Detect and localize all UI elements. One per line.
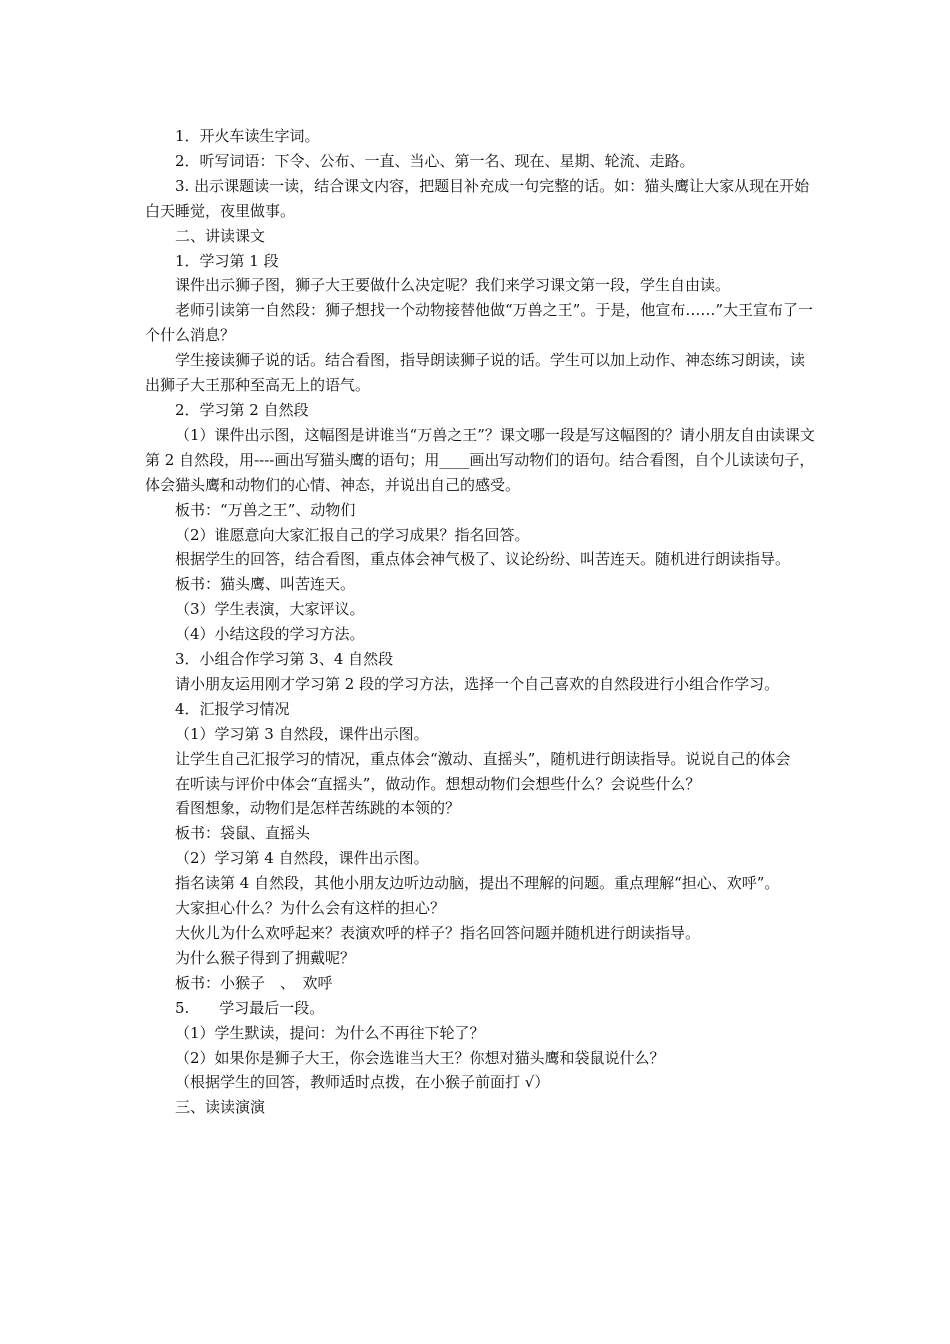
paragraph: 看图想象，动物们是怎样苦练跳的本领的？ (175, 799, 461, 818)
paragraph: 3. 出示课题读一读，结合课文内容，把题目补充成一句完整的话。如：猫头鹰让大家从现在开始白天睡觉，夜里做事。 (145, 176, 810, 220)
board-note: 板书：袋鼠、直摇头 (175, 824, 311, 843)
paragraph: （根据学生的回答，教师适时点拨，在小猴子前面打 √） (175, 1073, 550, 1092)
paragraph: 指名读第 4 自然段，其他小朋友边听边动脑，提出不理解的问题。重点理解“担心、欢呼”。 (175, 874, 780, 893)
paragraph: 在听读与评价中体会“直摇头”，做动作。想想动物们会想些什么？会说些什么？ (175, 774, 701, 793)
paragraph: 2．听写词语：下令、公布、一直、当心、第一名、现在、星期、轮流、走路。 (175, 151, 695, 170)
paragraph: 让学生自己汇报学习的情况，重点体会“激动、直摇头”，随机进行朗读指导。说说自己的体会 (175, 749, 791, 768)
paragraph: 老师引读第一自然段：狮子想找一个动物接替他做“万兽之王”。于是，他宣布……”大王宣布了一个什么消息？ (145, 301, 814, 345)
paragraph: 请小朋友运用刚才学习第 2 段的学习方法，选择一个自己喜欢的自然段进行小组合作学习。 (175, 674, 780, 693)
paragraph: （2）如果你是狮子大王，你会选谁当大王？你想对猫头鹰和袋鼠说什么？ (175, 1048, 665, 1067)
board-note: 板书：小猴子 、 欢呼 (175, 973, 333, 992)
paragraph: 为什么猴子得到了拥戴呢？ (175, 948, 356, 967)
paragraph: （2）谁愿意向大家汇报自己的学习成果？指名回答。 (175, 525, 530, 544)
paragraph: 学生接读狮子说的话。结合看图，指导朗读狮子说的话。学生可以加上动作、神态练习朗读，读出狮子大王那种至高无上的语气。 (145, 351, 806, 395)
paragraph: （3）学生表演，大家评议。 (175, 600, 365, 619)
subsection-heading: 1．学习第 1 段 (175, 251, 279, 270)
paragraph: 大家担心什么？为什么会有这样的担心？ (175, 899, 446, 918)
subsection-heading: 2．学习第 2 自然段 (175, 400, 309, 419)
paragraph: 1．开火车读生字词。 (175, 127, 320, 145)
document-body (145, 124, 817, 1120)
section-heading: 三、读读演演 (175, 1098, 266, 1117)
board-note: 板书：“万兽之王”、动物们 (175, 500, 356, 519)
paragraph: （1）课件出示图，这幅图是讲谁当“万兽之王”？课文哪一段是写这幅图的？请小朋友自由读课文第 2 自然段，用----画出写猫头鹰的语句；用____画出写动物们的语句。结合看图，自个儿读读句子，体会猫头鹰和动物们的心情、神态，并说出自己的感受。 (145, 425, 815, 494)
paragraph: 课件出示狮子图，狮子大王要做什么决定呢？我们来学习课文第一段，学生自由读。 (175, 276, 731, 295)
subsection-heading: 4．汇报学习情况 (175, 699, 290, 718)
subsection-heading: 3．小组合作学习第 3、4 自然段 (175, 650, 394, 669)
board-note: 板书：猫头鹰、叫苦连天。 (175, 575, 356, 594)
paragraph: 大伙儿为什么欢呼起来？表演欢呼的样子？指名回答问题并随机进行朗读指导。 (175, 924, 701, 942)
subsection-heading: 5. 学习最后一段。 (175, 998, 325, 1017)
paragraph: （4）小结这段的学习方法。 (175, 625, 365, 644)
paragraph: （1）学生默读，提问：为什么不再往下轮了？ (175, 1023, 485, 1042)
paragraph: 根据学生的回答，结合看图，重点体会神气极了、议论纷纷、叫苦连天。随机进行朗读指导。 (175, 550, 791, 569)
paragraph: （2）学习第 4 自然段，课件出示图。 (175, 849, 429, 868)
section-heading: 二、讲读课文 (175, 226, 266, 245)
paragraph: （1）学习第 3 自然段，课件出示图。 (175, 724, 429, 743)
